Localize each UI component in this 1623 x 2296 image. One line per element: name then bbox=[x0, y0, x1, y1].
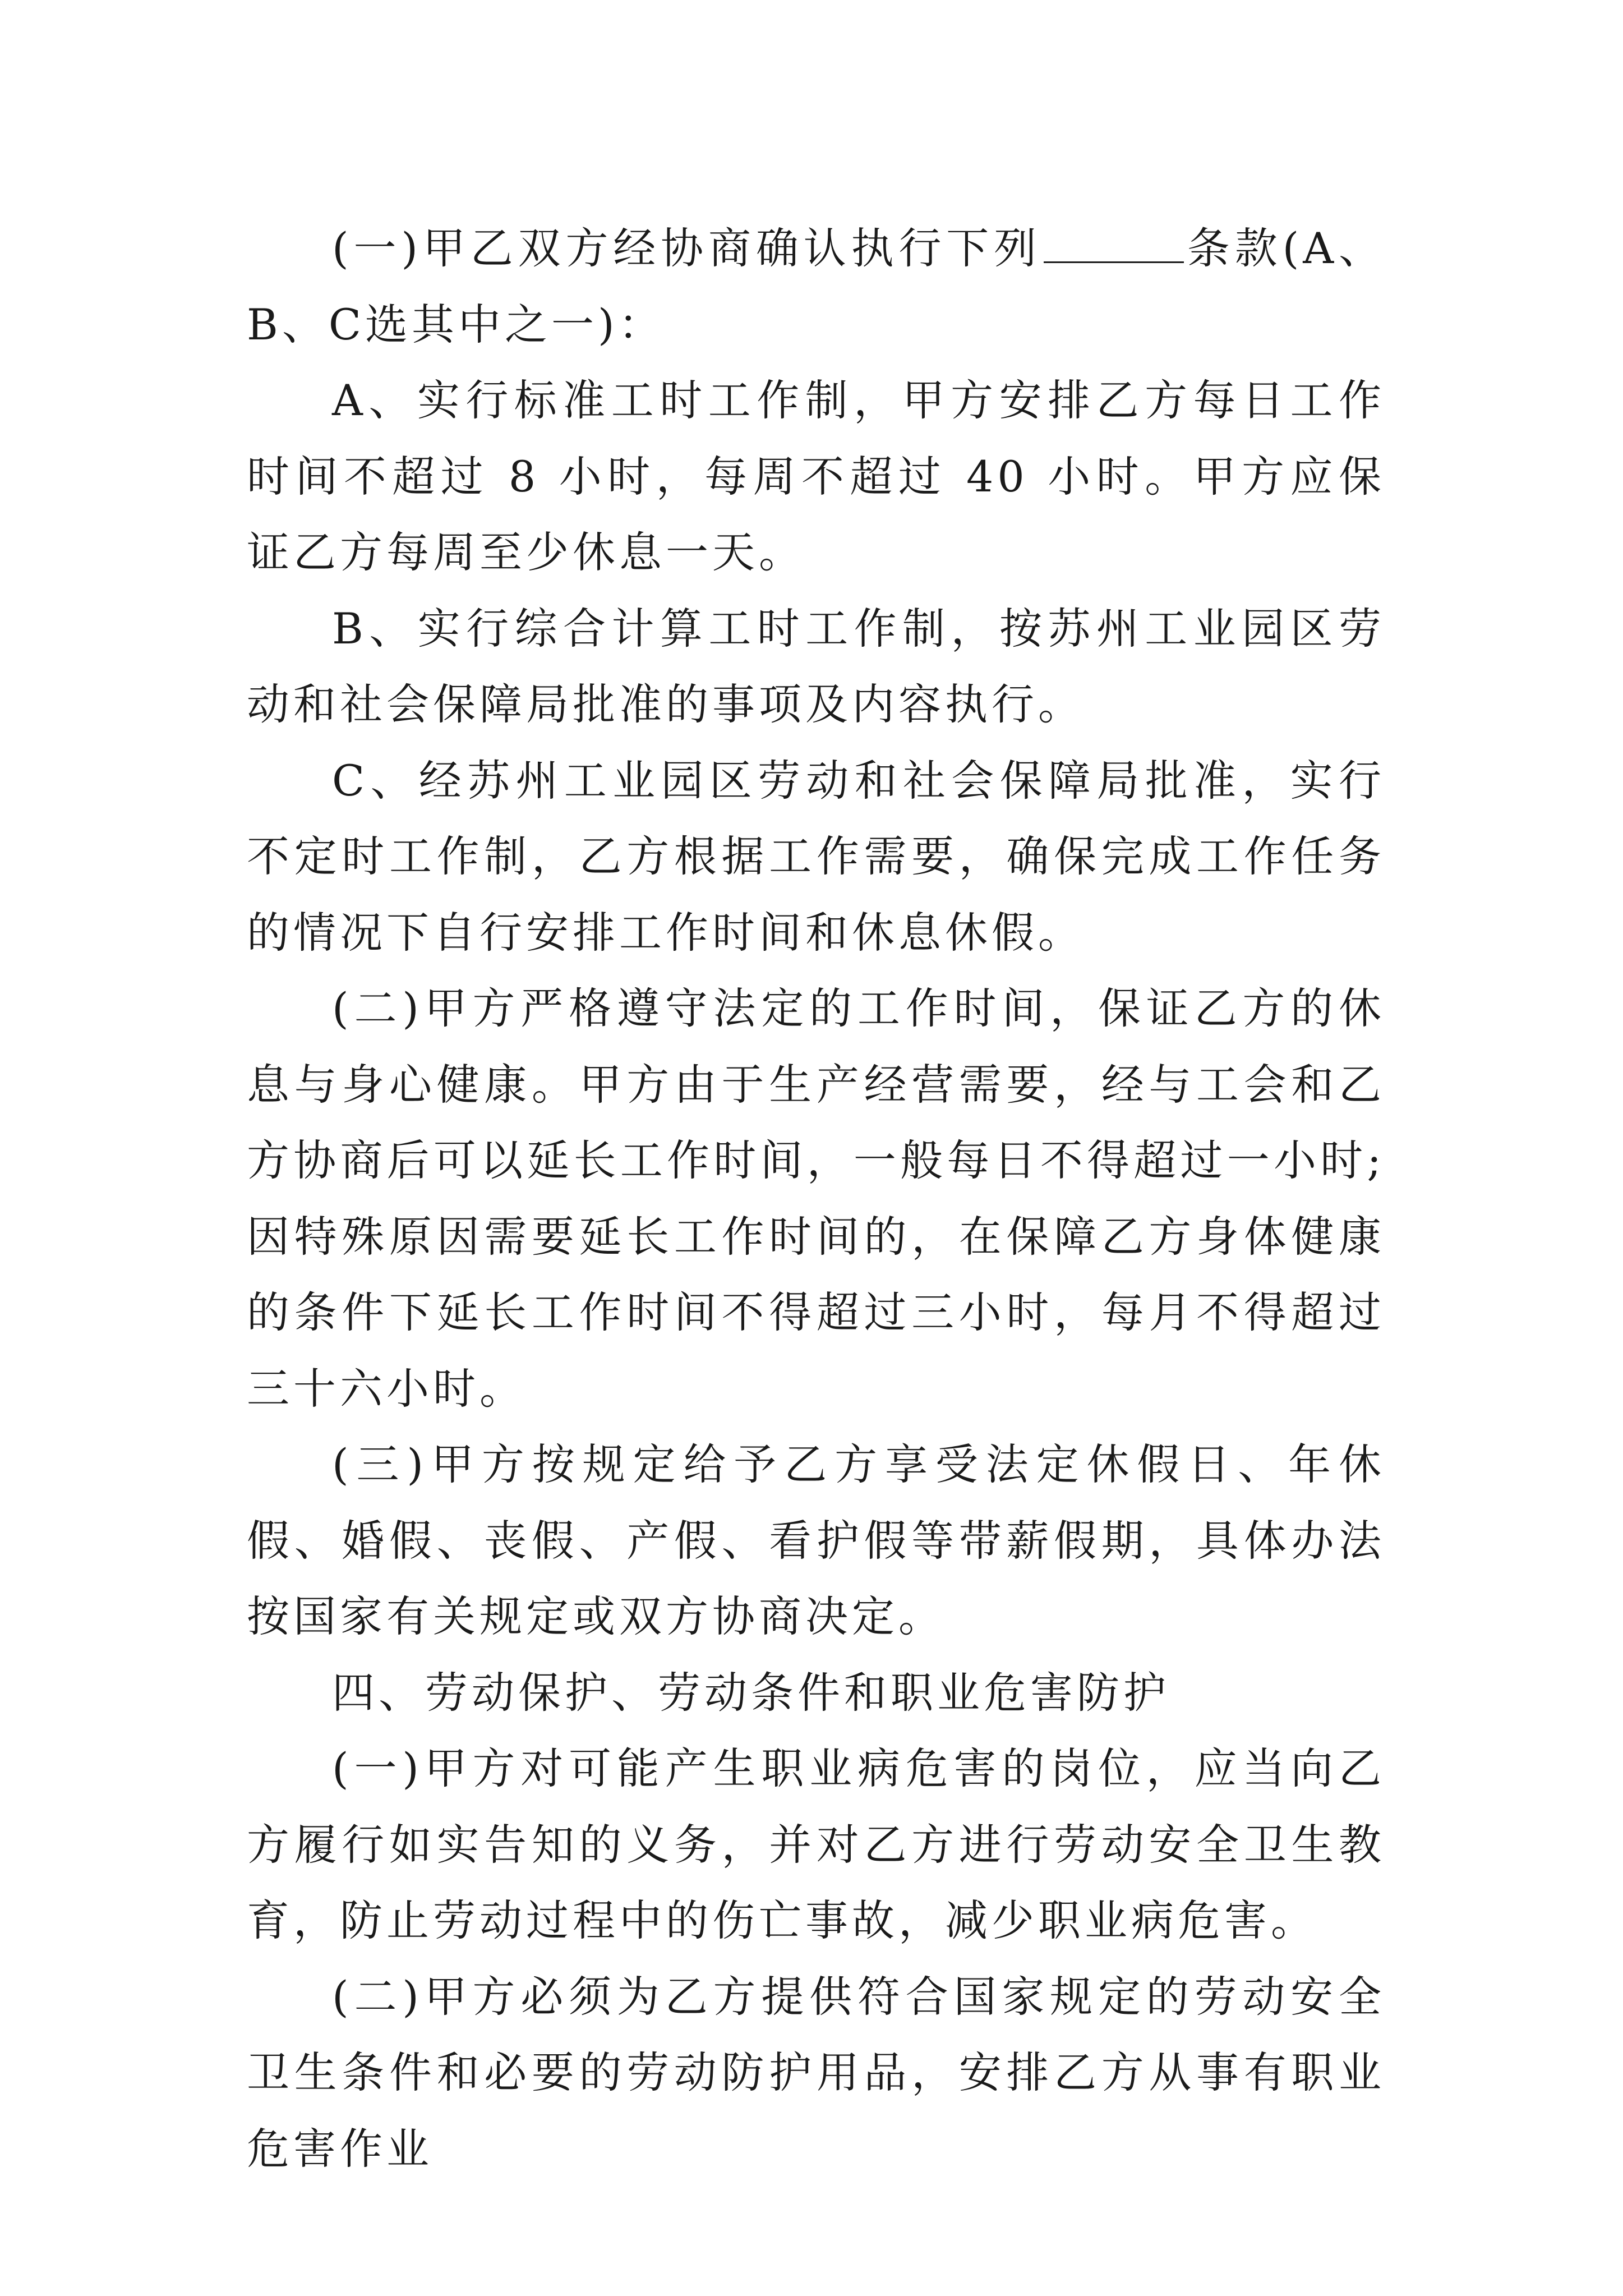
fill-in-blank[interactable] bbox=[1044, 228, 1184, 263]
paragraph-text: 条款(A、B、C选其中之一)： bbox=[247, 223, 1385, 349]
paragraph-hazard-notice: (一)甲方对可能产生职业病危害的岗位，应当向乙方履行如实告知的义务，并对乙方进行劳动安全卫生教育，防止劳动过程中的伤亡事故，减少职业病危害。 bbox=[247, 1743, 1385, 1945]
paragraph-option-a: A、实行标准工时工作制，甲方安排乙方每日工作时间不超过 8 小时，每周不超过 40 小时。甲方应保证乙方每周至少休息一天。 bbox=[247, 375, 1385, 577]
document-body bbox=[247, 210, 1385, 2187]
paragraph-work-hours-option bbox=[247, 210, 1385, 362]
paragraph-overtime: (二)甲方严格遵守法定的工作时间，保证乙方的休息与身心健康。甲方由于生产经营需要，经与工会和乙方协商后可以延长工作时间，一般每日不得超过一小时;因特殊原因需要延长工作时间的，在保障乙方身体健康的条件下延长工作时间不得超过三小时，每月不得超过三十六小时。 bbox=[247, 983, 1385, 1414]
paragraph-paid-leave: (三)甲方按规定给予乙方享受法定休假日、年休假、婚假、丧假、产假、看护假等带薪假期，具体办法按国家有关规定或双方协商决定。 bbox=[247, 1439, 1385, 1641]
paragraph-safety-conditions: (二)甲方必须为乙方提供符合国家规定的劳动安全卫生条件和必要的劳动防护用品，安排乙方从事有职业危害作业 bbox=[247, 1971, 1385, 2174]
paragraph-text: (一)甲乙双方经协商确认执行下列 bbox=[332, 223, 1042, 273]
paragraph-option-b: B、实行综合计算工时工作制，按苏州工业园区劳动和社会保障局批准的事项及内容执行。 bbox=[247, 603, 1385, 729]
paragraph-option-c: C、经苏州工业园区劳动和社会保障局批准，实行不定时工作制，乙方根据工作需要，确保完成工作任务的情况下自行安排工作时间和休息休假。 bbox=[247, 755, 1385, 958]
section-heading-labor-protection: 四、劳动保护、劳动条件和职业危害防护 bbox=[332, 1667, 1170, 1718]
